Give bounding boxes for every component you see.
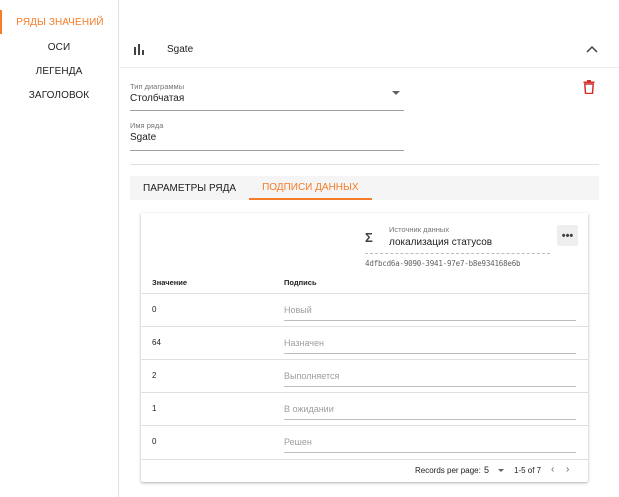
dropdown-arrow-icon[interactable] [498,469,504,472]
row-value: 64 [152,338,161,347]
data-source-id: 4dfbcd6a-9090-3941-97e7-b8e934168e6b [365,253,550,268]
pagination [141,459,588,482]
table-row [141,326,588,359]
nav-item-axes[interactable]: ОСИ [47,41,71,53]
series-title: Sgate [167,44,194,55]
data-source-value[interactable]: локализация статусов [389,237,493,248]
caption-input[interactable]: Выполняется [284,366,576,387]
settings-nav [0,0,119,497]
dropdown-arrow-icon [392,91,400,95]
nav-item-series[interactable]: РЯДЫ ЗНАЧЕНИЙ [0,10,118,34]
caption-input[interactable]: В ожидании [284,399,576,420]
page-range: 1-5 of 7 [514,466,542,475]
series-tabs [130,176,599,200]
nav-item-title[interactable]: ЗАГОЛОВОК [28,89,90,101]
chevron-left-icon[interactable]: ‹ [551,464,555,475]
data-labels-card [141,213,588,482]
chevron-right-icon[interactable]: › [566,464,570,475]
tab-data-labels[interactable]: ПОДПИСИ ДАННЫХ [249,176,372,200]
chart-type-label: Тип диаграммы [130,82,185,91]
column-header-caption: Подпись [284,278,317,287]
divider [130,164,599,165]
row-value: 0 [152,437,157,446]
records-per-page-label: Records per page: [415,466,481,475]
table-row [141,293,588,326]
series-name-value: Sgate [130,132,157,143]
table-row [141,425,588,458]
row-value: 1 [152,404,157,413]
tab-series-params[interactable]: ПАРАМЕТРЫ РЯДА [143,182,237,194]
trash-icon[interactable] [583,80,595,94]
sigma-icon: Σ [365,230,373,245]
table-row [141,359,588,392]
data-source-label: Источник данных [389,225,450,234]
series-name-field[interactable] [130,121,404,151]
chart-type-value: Столбчатая [130,93,185,104]
row-value: 0 [152,305,157,314]
more-options-button[interactable]: ••• [557,225,578,246]
caption-input[interactable]: Решен [284,432,576,453]
chevron-up-icon[interactable] [586,44,598,54]
caption-input[interactable]: Назначен [284,333,576,354]
bar-chart-icon [133,44,145,55]
series-panel [120,0,619,497]
caption-input[interactable]: Новый [284,300,576,321]
nav-item-legend[interactable]: ЛЕГЕНДА [35,65,83,77]
series-name-label: Имя ряда [130,121,164,130]
series-header[interactable] [120,30,619,68]
records-per-page-select[interactable]: 5 [484,465,490,475]
column-header-value: Значение [152,278,188,287]
row-value: 2 [152,371,157,380]
chart-type-select[interactable] [130,82,404,111]
table-row [141,392,588,425]
